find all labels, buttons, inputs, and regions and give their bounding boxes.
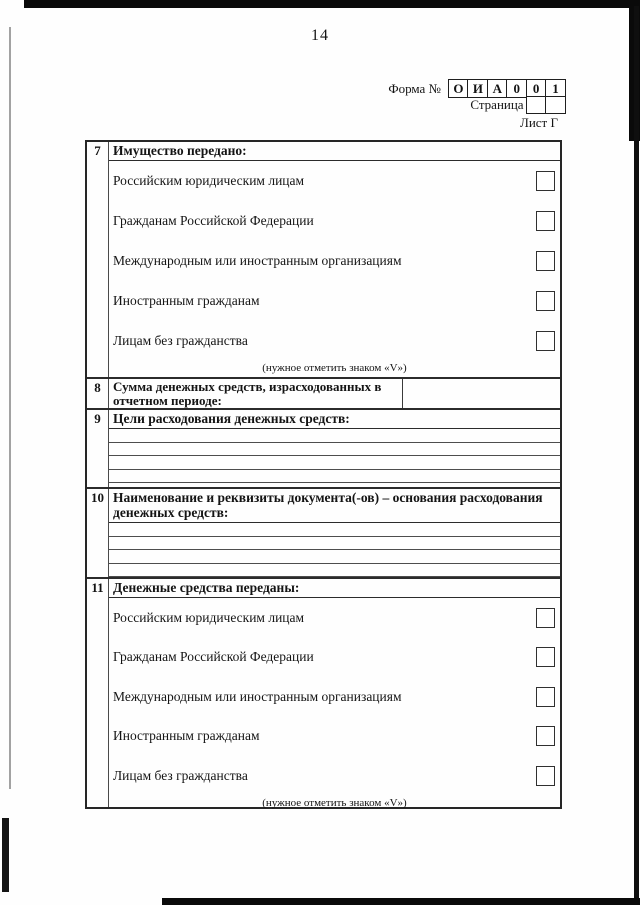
row-7-content — [109, 142, 560, 377]
checkbox-label: Лицам без гражданства — [113, 333, 248, 348]
row-11-content — [109, 579, 560, 807]
row-9-content — [109, 410, 560, 487]
table-row-8 — [87, 377, 560, 408]
checkbox-stateless-persons[interactable] — [536, 331, 555, 351]
checkbox-russian-legal-entities[interactable] — [536, 171, 555, 191]
blank-line[interactable] — [109, 523, 560, 537]
checkbox-item — [109, 201, 560, 241]
table-row-7 — [87, 142, 560, 377]
row-title: Имущество передано: — [109, 142, 560, 161]
blank-line[interactable] — [109, 456, 560, 470]
page-number-row — [388, 96, 566, 114]
form-table — [85, 140, 562, 809]
blank-line[interactable] — [109, 443, 560, 457]
checkbox-label: Гражданам Российской Федерации — [113, 649, 314, 665]
scan-edge-left — [9, 27, 11, 789]
checkbox-item — [109, 321, 560, 361]
form-code-cell: 0 — [526, 79, 547, 98]
checkbox-note: (нужное отметить знаком «V») — [262, 796, 407, 809]
form-number-label: Форма № — [388, 80, 441, 96]
page-number: 14 — [311, 27, 329, 44]
form-code-cell: И — [467, 79, 488, 98]
checkbox-item — [109, 281, 560, 321]
checkbox-label: Международным или иностранным организациям — [113, 688, 402, 704]
amount-value-cell[interactable] — [403, 379, 560, 408]
row-number: 7 — [87, 142, 109, 377]
checkbox-label: Иностранным гражданам — [113, 728, 260, 744]
checkbox-item — [109, 756, 560, 796]
checkbox-stateless-persons[interactable] — [536, 766, 555, 786]
row-title: Сумма денежных средств, израсходованных в отчетном периоде: — [109, 379, 403, 408]
checkbox-label: Лицам без гражданства — [113, 767, 248, 783]
checkbox-item — [109, 638, 560, 678]
stranitsa-cell[interactable] — [526, 96, 547, 114]
scan-edge-bottom — [162, 898, 640, 905]
stranitsa-boxes — [526, 96, 566, 114]
scan-ink-blot — [2, 818, 9, 892]
checkbox-foreign-citizens[interactable] — [536, 726, 555, 746]
checkbox-label: Российским юридическим лицам — [113, 609, 305, 625]
blank-line[interactable] — [109, 537, 560, 551]
stranitsa-label: Страница — [470, 97, 524, 113]
checkbox-russian-legal-entities[interactable] — [536, 608, 555, 628]
checkbox-international-orgs[interactable] — [536, 687, 555, 707]
checkbox-item — [109, 717, 560, 757]
blank-line[interactable] — [109, 550, 560, 564]
checkbox-note: (нужное отметить знаком «V») — [262, 362, 407, 374]
scan-edge-right — [634, 6, 639, 905]
form-code-cell: 1 — [545, 79, 566, 98]
checkbox-label: Иностранным гражданам — [113, 293, 260, 308]
sheet-label: Лист Г — [520, 115, 558, 131]
blank-line[interactable] — [109, 429, 560, 443]
form-code-cell: 0 — [506, 79, 527, 98]
scan-edge-top — [24, 0, 640, 8]
row-number: 11 — [87, 579, 109, 807]
table-row-11 — [87, 577, 560, 807]
checkbox-rf-citizens[interactable] — [536, 647, 555, 667]
checkbox-item — [109, 598, 560, 638]
row-number: 9 — [87, 410, 109, 487]
blank-line[interactable] — [109, 564, 560, 578]
row-number: 10 — [87, 489, 109, 577]
checkbox-label: Гражданам Российской Федерации — [113, 213, 314, 228]
form-code-boxes — [448, 79, 566, 98]
row-title: Цели расходования денежных средств: — [109, 410, 560, 429]
row-8-content — [109, 379, 560, 408]
form-code-cell: О — [448, 79, 469, 98]
row-number: 8 — [87, 379, 109, 408]
checkbox-foreign-citizens[interactable] — [536, 291, 555, 311]
form-number-row — [388, 79, 566, 98]
table-row-10 — [87, 487, 560, 577]
checkbox-international-orgs[interactable] — [536, 251, 555, 271]
checkbox-item — [109, 241, 560, 281]
form-code-cell: А — [487, 79, 508, 98]
row-title: Наименование и реквизиты документа(-ов) – основания расходования денежных средств: — [109, 489, 560, 523]
blank-line[interactable] — [109, 470, 560, 484]
checkbox-label: Международным или иностранным организациям — [113, 253, 402, 268]
row-title: Денежные средства переданы: — [109, 579, 560, 598]
checkbox-item — [109, 161, 560, 201]
checkbox-item — [109, 677, 560, 717]
stranitsa-cell[interactable] — [545, 96, 566, 114]
checkbox-label: Российским юридическим лицам — [113, 173, 305, 188]
checkbox-rf-citizens[interactable] — [536, 211, 555, 231]
row-10-content — [109, 489, 560, 577]
form-header — [388, 79, 566, 131]
table-row-9 — [87, 408, 560, 487]
